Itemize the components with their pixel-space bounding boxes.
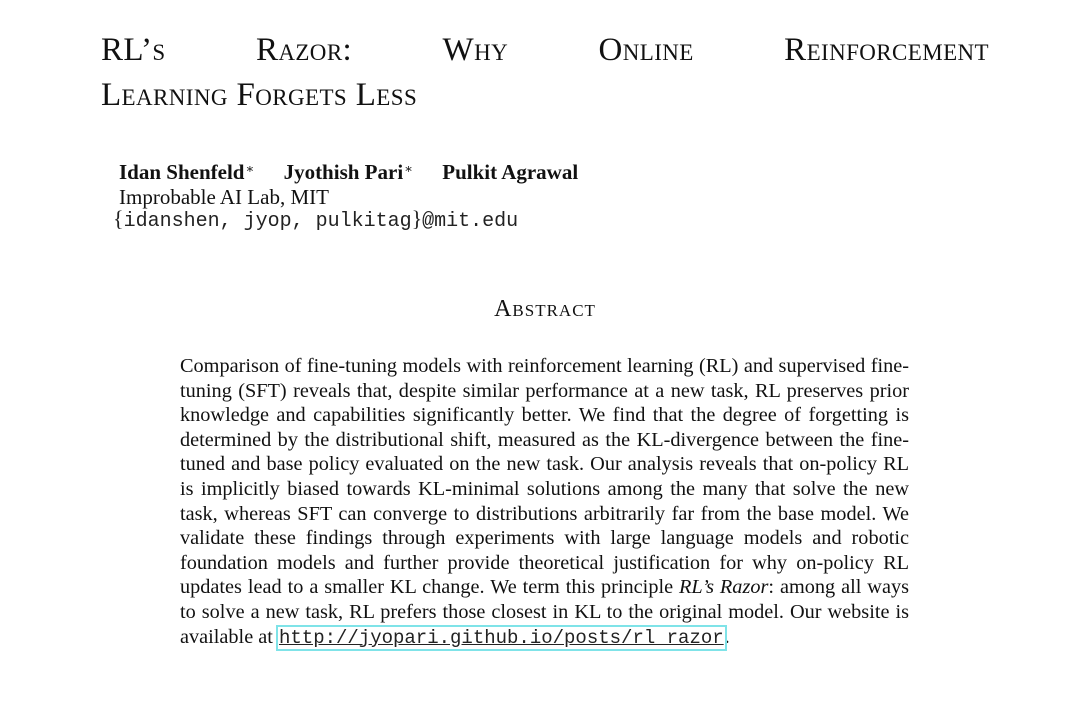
author-name: [119, 160, 254, 184]
author-name-text: Jyothish Pari: [283, 160, 404, 184]
author-emails: [113, 206, 518, 235]
email-open-brace: {: [113, 206, 124, 231]
equal-contribution-mark: ∗: [245, 161, 255, 176]
title-word: Razor:: [255, 32, 353, 68]
title-word: Reinforcement: [784, 32, 989, 68]
email-domain: @mit.edu: [422, 210, 519, 233]
author-block: [119, 156, 602, 210]
title-line-1: [101, 28, 989, 73]
author-name: [442, 160, 578, 184]
abstract-text: .: [724, 625, 730, 648]
title-word: Online: [598, 32, 694, 68]
title-word: Why: [442, 32, 509, 68]
paper-title: [101, 28, 989, 118]
affiliation: Improbable AI Lab, MIT: [119, 185, 329, 209]
title-line-2: Learning Forgets Less: [101, 77, 418, 113]
equal-contribution-mark: ∗: [404, 161, 413, 176]
abstract-text: Comparison of fine-tuning models with reinforcement learning (RL) and supervised fine-tuning (SFT) reveals that, despite similar performance at a new task, RL preserves prior knowledge and capabilities significantly better. We find that the degree of forgetting is determined by the distributional shift, measured as the KL-divergence between the fine-tuned and base policy evaluated on the new task. Our analysis reveals that on-policy RL is implicitly biased towards KL-minimal solutions among the many that solve the new task, whereas SFT can converge to distributions arbitrarily far from the base model. We validate these findings through experiments with large language models and robotic foundation models and further provide theoretical justification for why on-policy RL updates lead to a smaller KL change. We term this principle: [180, 355, 909, 599]
website-link[interactable]: http://jyopari.github.io/posts/rl_razor: [278, 626, 724, 649]
abstract-text: : among all ways to solve a new task, RL prefers those closest in KL to the original model. Our website is available at: [180, 576, 909, 648]
author-name-text: Idan Shenfeld: [119, 160, 245, 184]
author-names: [119, 156, 602, 185]
abstract-heading: Abstract: [494, 296, 596, 322]
author-name: [284, 160, 413, 184]
title-word: RL’s: [101, 32, 166, 68]
author-name-text: Pulkit Agrawal: [442, 160, 579, 184]
abstract-body: [180, 354, 909, 650]
abstract-term: RL’s Razor: [679, 576, 769, 599]
email-list: idanshen, jyop, pulkitag: [123, 210, 412, 233]
email-close-brace: }: [411, 206, 423, 231]
